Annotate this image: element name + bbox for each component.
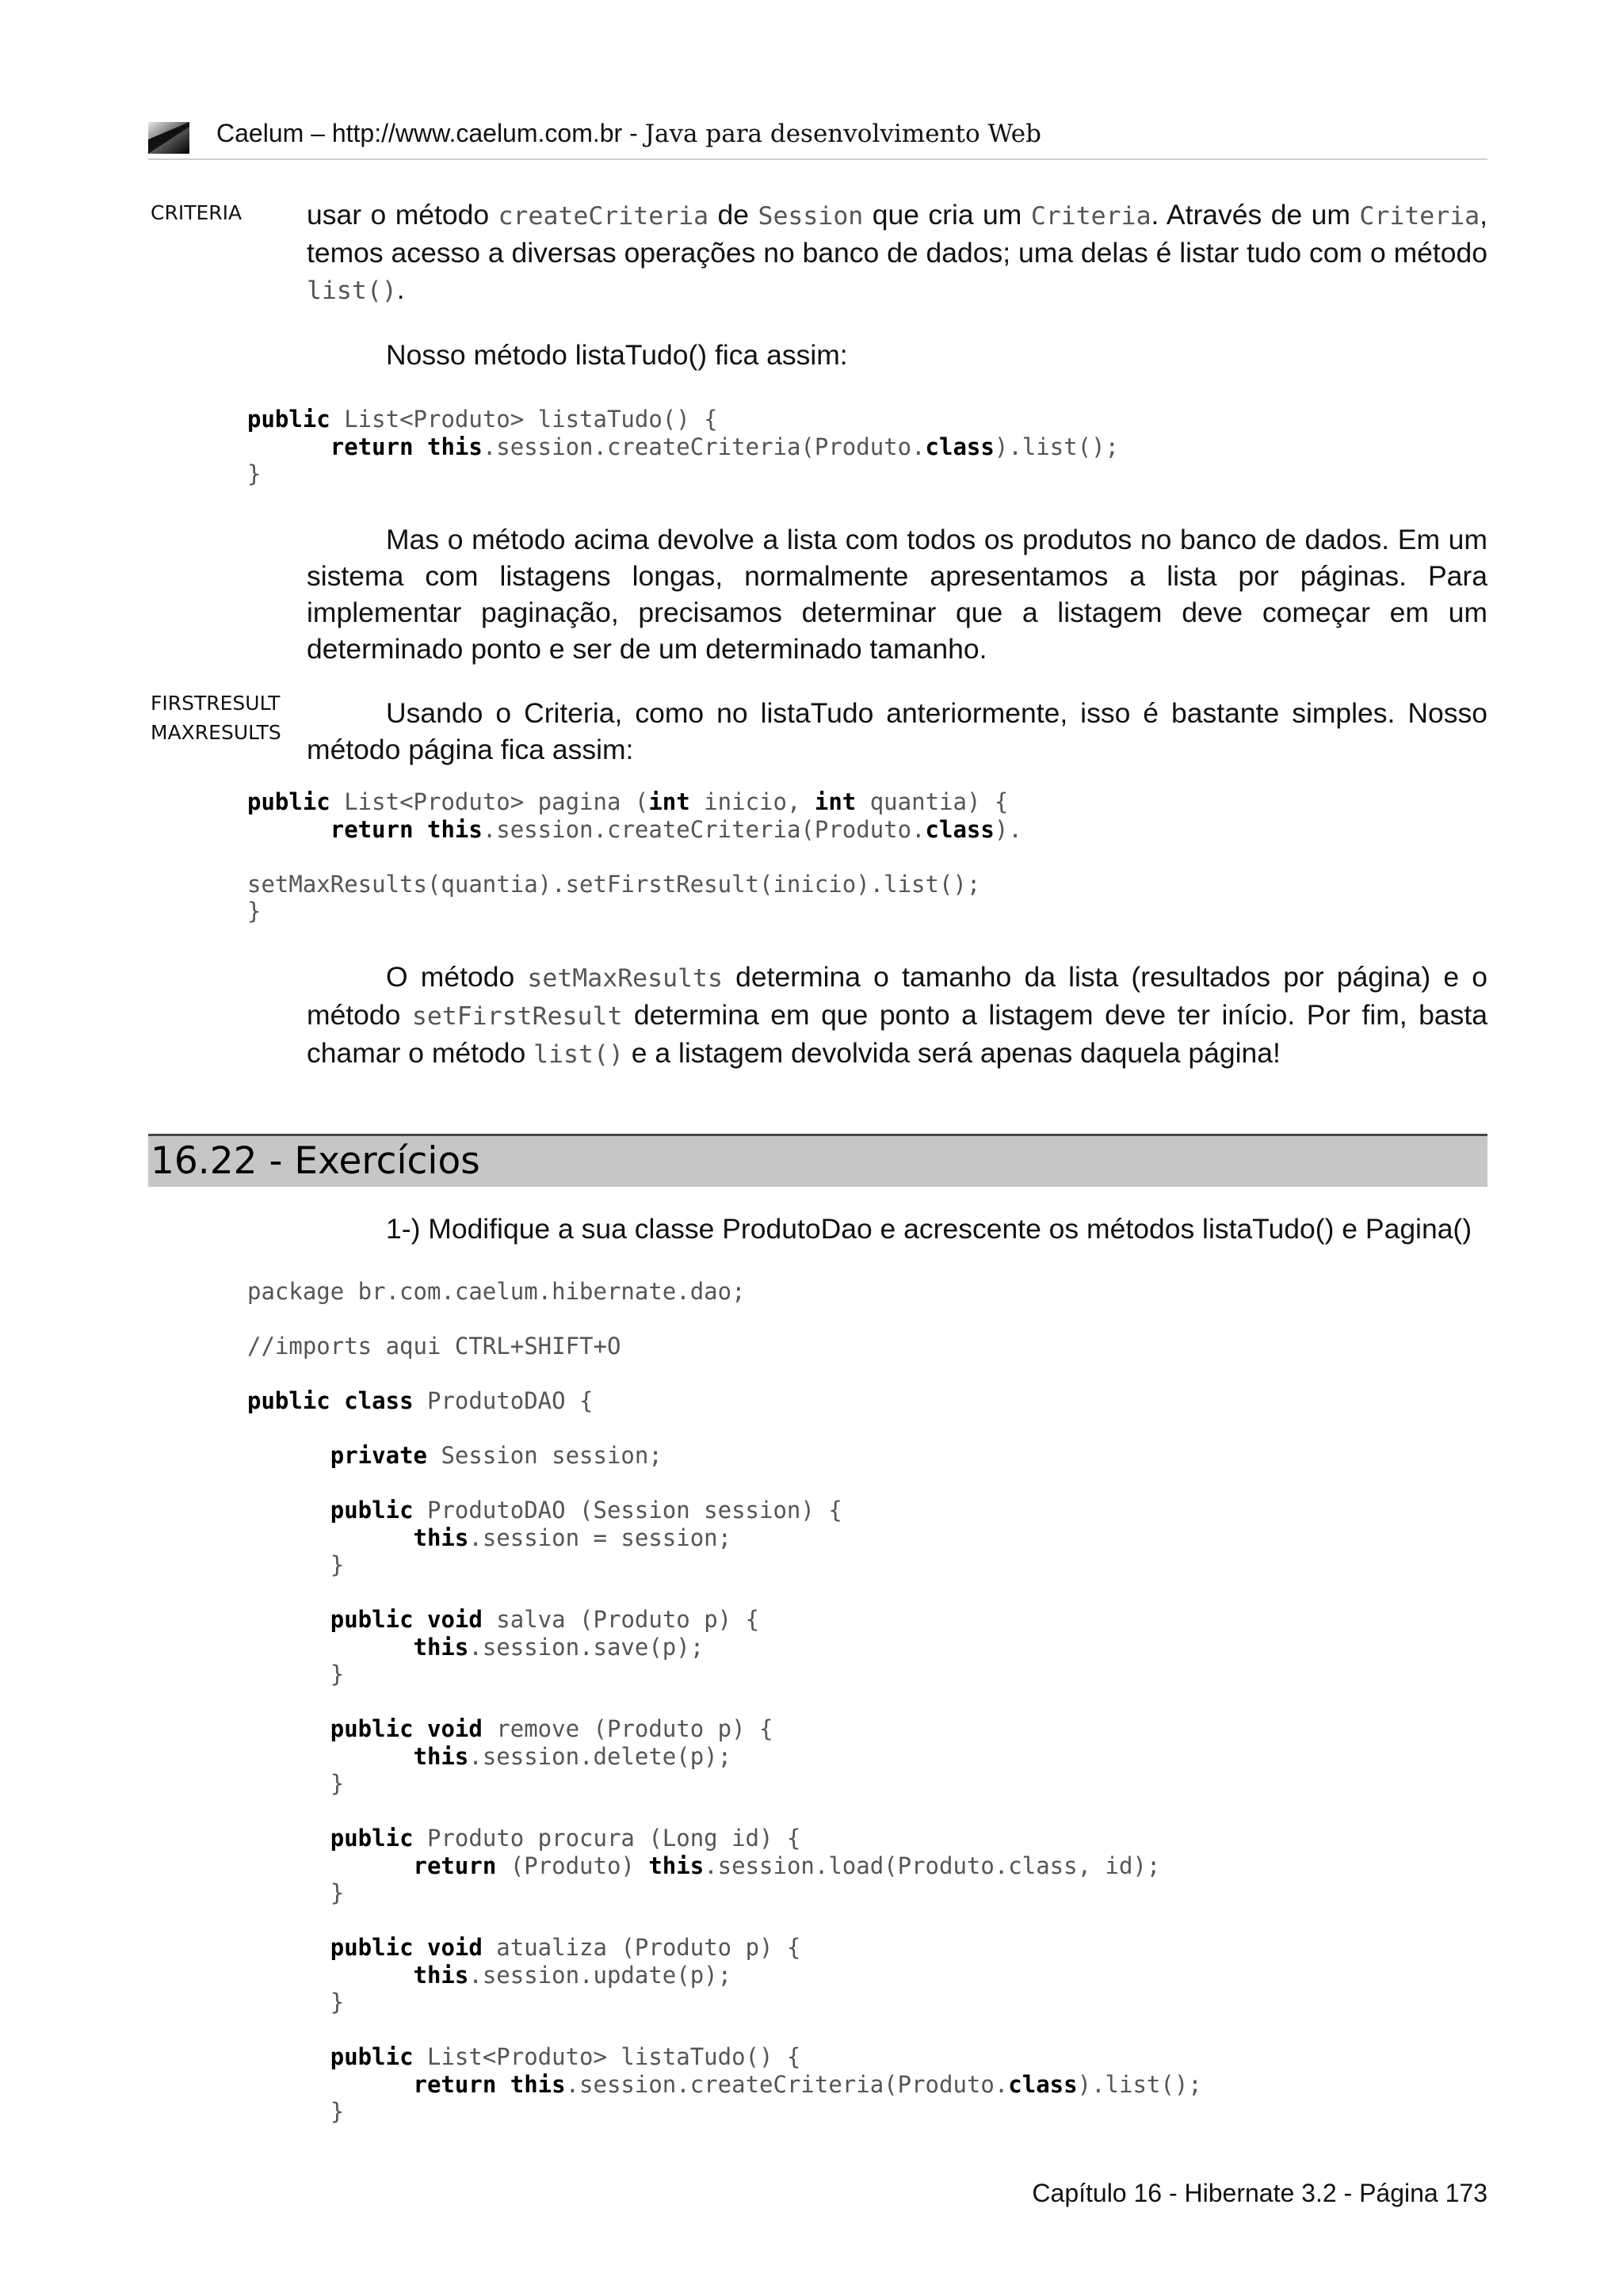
caelum-logo <box>148 122 189 154</box>
inline-code: Session <box>758 202 864 231</box>
inline-code: setMaxResults <box>527 964 723 993</box>
inline-code: list() <box>533 1040 624 1069</box>
text-run: , temos acesso a diversas operações no banco de dados; uma delas é listar tudo com o método <box>307 199 1488 269</box>
paragraph-pagination: Mas o método acima devolve a lista com todos os produtos no banco de dados. Em um sistema com listagens longas, normalmente apresentamos a lista por páginas. Para implementar paginação, precisamos determinar que a listagem deve começar em um determinado ponto e ser de um determinado tamanho. <box>307 524 1487 665</box>
inline-code: setFirstResult <box>411 1002 623 1031</box>
text-run: . <box>396 273 405 305</box>
page-footer: Capítulo 16 - Hibernate 3.2 - Página 173 <box>1032 2179 1487 2207</box>
code-block-pagina: public List<Produto> pagina (int inicio, int quantia) { return this.session.createCriteria(Produto.class). setMaxResults(quantia).setFirstResult(inicio).list(); } <box>247 788 1022 925</box>
text-run: determina o tamanho da lista (resultados por página) e o método <box>307 961 1488 1031</box>
text-run: . Através de um <box>1151 199 1360 231</box>
text-run: O método <box>386 961 528 993</box>
running-header <box>216 119 1041 148</box>
paragraph-listatudo-intro: Nosso método listaTudo() fica assim: <box>386 339 848 371</box>
paragraph-criteria-intro <box>307 196 1487 309</box>
inline-code: Criteria <box>1030 202 1151 231</box>
header-text: Caelum – http://www.caelum.com.br - <box>216 119 645 147</box>
margin-note-firstresult: FIRSTRESULT <box>151 692 281 715</box>
header-divider <box>148 158 1487 160</box>
exercise-1-instruction: 1-) Modifique a sua classe ProdutoDao e acrescente os métodos listaTudo() e Pagina() <box>386 1213 1472 1245</box>
paragraph-setmaxresults <box>307 959 1487 1073</box>
code-block-listatudo: public List<Produto> listaTudo() { return this.session.createCriteria(Produto.class).list(); } <box>247 406 1119 487</box>
text-run: determina em que ponto a listagem deve ter início. Por fim, basta chamar o método <box>307 999 1487 1069</box>
text-run: que cria um <box>863 199 1031 231</box>
inline-code: Criteria <box>1359 202 1480 231</box>
header-subtitle: Java para desenvolvimento Web <box>644 120 1041 148</box>
text-run: usar o método <box>307 199 498 231</box>
text-run: de <box>708 199 758 231</box>
section-title: 16.22 - Exercícios <box>151 1139 480 1183</box>
inline-code: createCriteria <box>498 202 709 231</box>
margin-note-maxresults: MAXRESULTS <box>151 721 281 744</box>
text-run: e a listagem devolvida será apenas daquela página! <box>623 1037 1281 1069</box>
paragraph-pagina-intro: Usando o Criteria, como no listaTudo anteriormente, isso é bastante simples. Nosso método página fica assim: <box>307 697 1487 765</box>
margin-note-criteria: CRITERIA <box>151 201 242 224</box>
inline-code: list() <box>307 277 397 305</box>
code-block-produtodao: package br.com.caelum.hibernate.dao; //imports aqui CTRL+SHIFT+O public class ProdutoDAO { private Session session; public ProdutoDAO (Session session) { this.session = session; } public void salva (Produto p) { this.session.save(p); } public void remove (Produto p) { this.session.delete(p); } public Produto procura (Long id) { return (Produto) this.session.load(Produto.class, id); } public void atualiza (Produto p) { this.session.update(p); } public List<Produto> listaTudo() { return this.session.createCriteria(Produto.class).list(); } <box>247 1278 1202 2125</box>
